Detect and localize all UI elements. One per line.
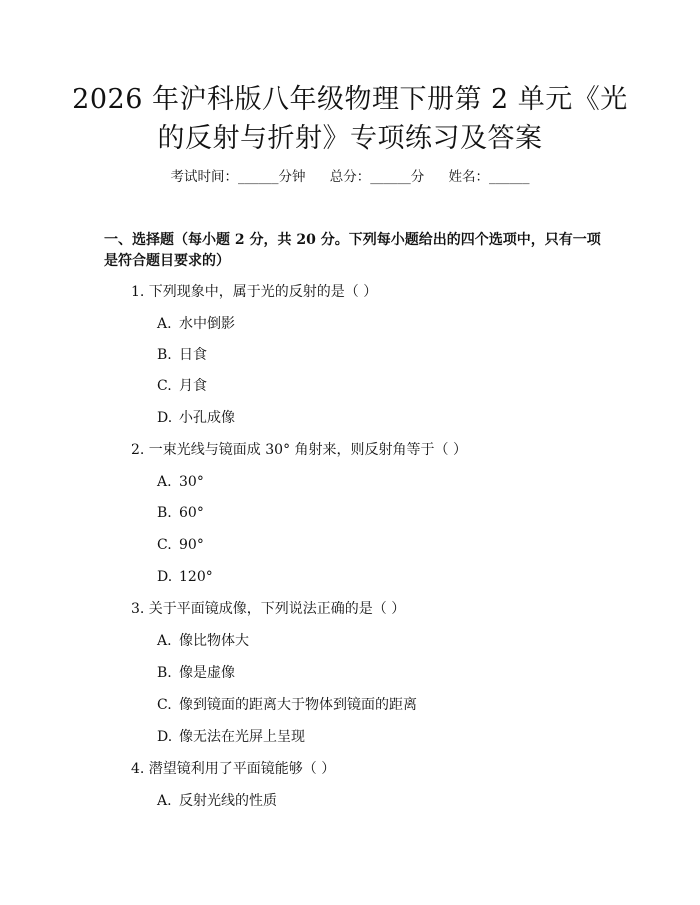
option-letter: C. [157,697,172,713]
question-2-option-b [157,503,204,523]
option-text: 90° [179,537,204,553]
option-text: 30° [179,474,204,490]
option-letter: C. [157,378,172,394]
question-2-option-d [157,567,213,587]
question-2-stem: 2. 一束光线与镜面成 30° 角射来，则反射角等于（ ） [131,442,467,458]
total-score-field: 总分：______分 [329,169,425,185]
option-letter: A. [157,474,172,490]
option-text: 反射光线的性质 [179,793,277,809]
option-letter: D. [157,729,173,745]
option-text: 日食 [179,347,207,363]
option-text: 120° [179,569,213,585]
option-text: 像到镜面的距离大于物体到镜面的距离 [179,697,417,713]
question-2-option-a [157,472,204,492]
option-letter: D. [157,569,173,585]
question-4-option-a [157,791,277,811]
document-title-line-1: 2026 年沪科版八年级物理下册第 2 单元《光 [72,84,628,115]
option-letter: A. [157,633,172,649]
option-text: 水中倒影 [179,316,235,332]
exam-info-line [0,167,700,187]
option-text: 月食 [179,378,207,394]
question-1-option-c [157,376,207,396]
question-3-option-a [157,631,249,651]
option-letter: B. [157,505,172,521]
option-text: 像无法在光屏上呈现 [179,729,305,745]
option-letter: C. [157,537,172,553]
option-text: 60° [179,505,204,521]
option-letter: B. [157,665,172,681]
option-letter: D. [157,410,173,426]
question-2-option-c [157,535,204,555]
option-text: 像是虚像 [179,665,235,681]
exam-time-field: 考试时间：______分钟 [170,169,306,185]
question-4-stem: 4. 潜望镜利用了平面镜能够（ ） [131,761,336,777]
option-text: 像比物体大 [179,633,249,649]
section-heading-multiple-choice: 一、选择题（每小题 2 分，共 20 分。下列每小题给出的四个选项中，只有一项是符合题目要求的） [104,232,601,269]
question-3-stem: 3. 关于平面镜成像，下列说法正确的是（ ） [131,601,406,617]
option-letter: B. [157,347,172,363]
question-3-option-c [157,695,417,715]
document-title-line-2: 的反射与折射》专项练习及答案 [157,123,543,154]
question-3-option-d [157,727,305,747]
question-1-stem: 1. 下列现象中，属于光的反射的是（ ） [131,284,378,300]
option-letter: A. [157,316,172,332]
question-1-option-a [157,314,235,334]
question-1-option-d [157,408,235,428]
question-1-option-b [157,345,207,365]
option-letter: A. [157,793,172,809]
option-text: 小孔成像 [179,410,235,426]
student-name-field: 姓名：______ [448,169,530,185]
question-3-option-b [157,663,235,683]
